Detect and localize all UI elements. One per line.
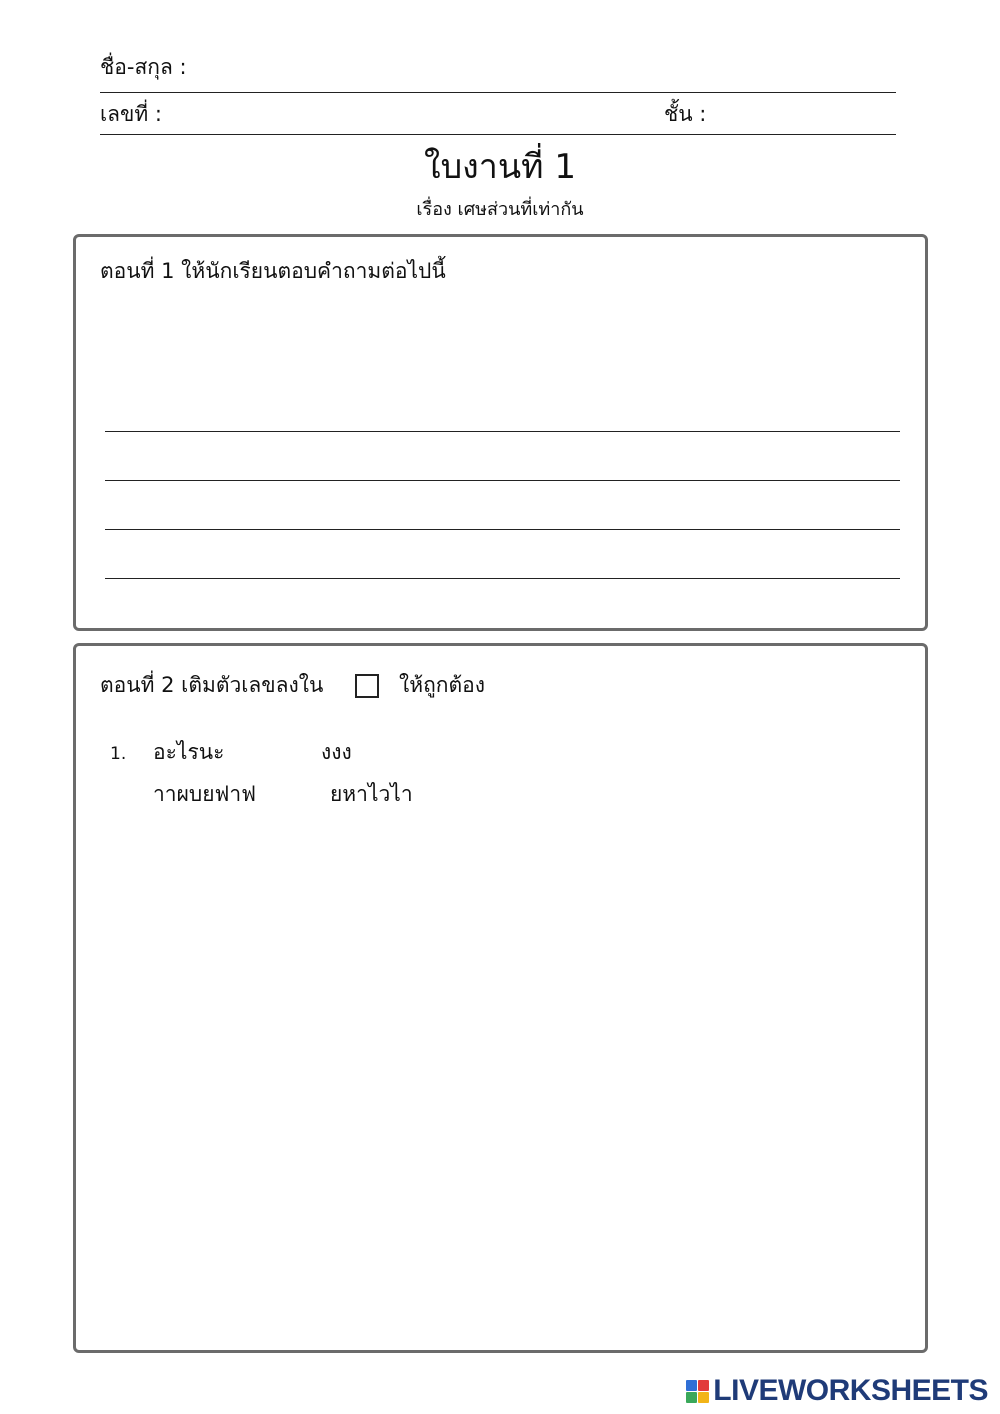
question-text: าาผบยฟาฟ: [153, 782, 257, 806]
name-label: ชื่อ-สกุล :: [100, 55, 187, 79]
worksheet-subtitle: เรื่อง เศษส่วนที่เท่ากัน: [416, 199, 584, 220]
number-label: เลขที่ :: [100, 102, 162, 126]
liveworksheets-wordmark: LIVEWORKSHEETS: [713, 1374, 988, 1407]
class-label: ชั้น :: [664, 102, 707, 126]
answer-line[interactable]: [105, 578, 900, 579]
liveworksheets-logo: [686, 1376, 988, 1406]
worksheet-title: ใบงานที่ 1: [424, 147, 576, 187]
part1-heading: ตอนที่ 1 ให้นักเรียนตอบคำถามต่อไปนี้: [100, 259, 446, 283]
part2-heading-start: ตอนที่ 2 เติมตัวเลขลงใน: [100, 673, 324, 697]
question-text: งงง: [321, 740, 352, 764]
question-number: 1.: [110, 744, 127, 764]
blank-box-example: [355, 674, 379, 698]
question-text: ยหาไวไา: [330, 782, 413, 806]
part1-panel: [73, 234, 928, 631]
answer-line[interactable]: [105, 431, 900, 432]
part2-heading-end: ให้ถูกต้อง: [399, 673, 486, 697]
name-underline: [100, 92, 896, 93]
liveworksheets-logo-icon: [686, 1380, 709, 1403]
answer-line[interactable]: [105, 480, 900, 481]
answer-line[interactable]: [105, 529, 900, 530]
question-text: อะไรนะ: [153, 740, 225, 764]
number-class-underline: [100, 134, 896, 135]
